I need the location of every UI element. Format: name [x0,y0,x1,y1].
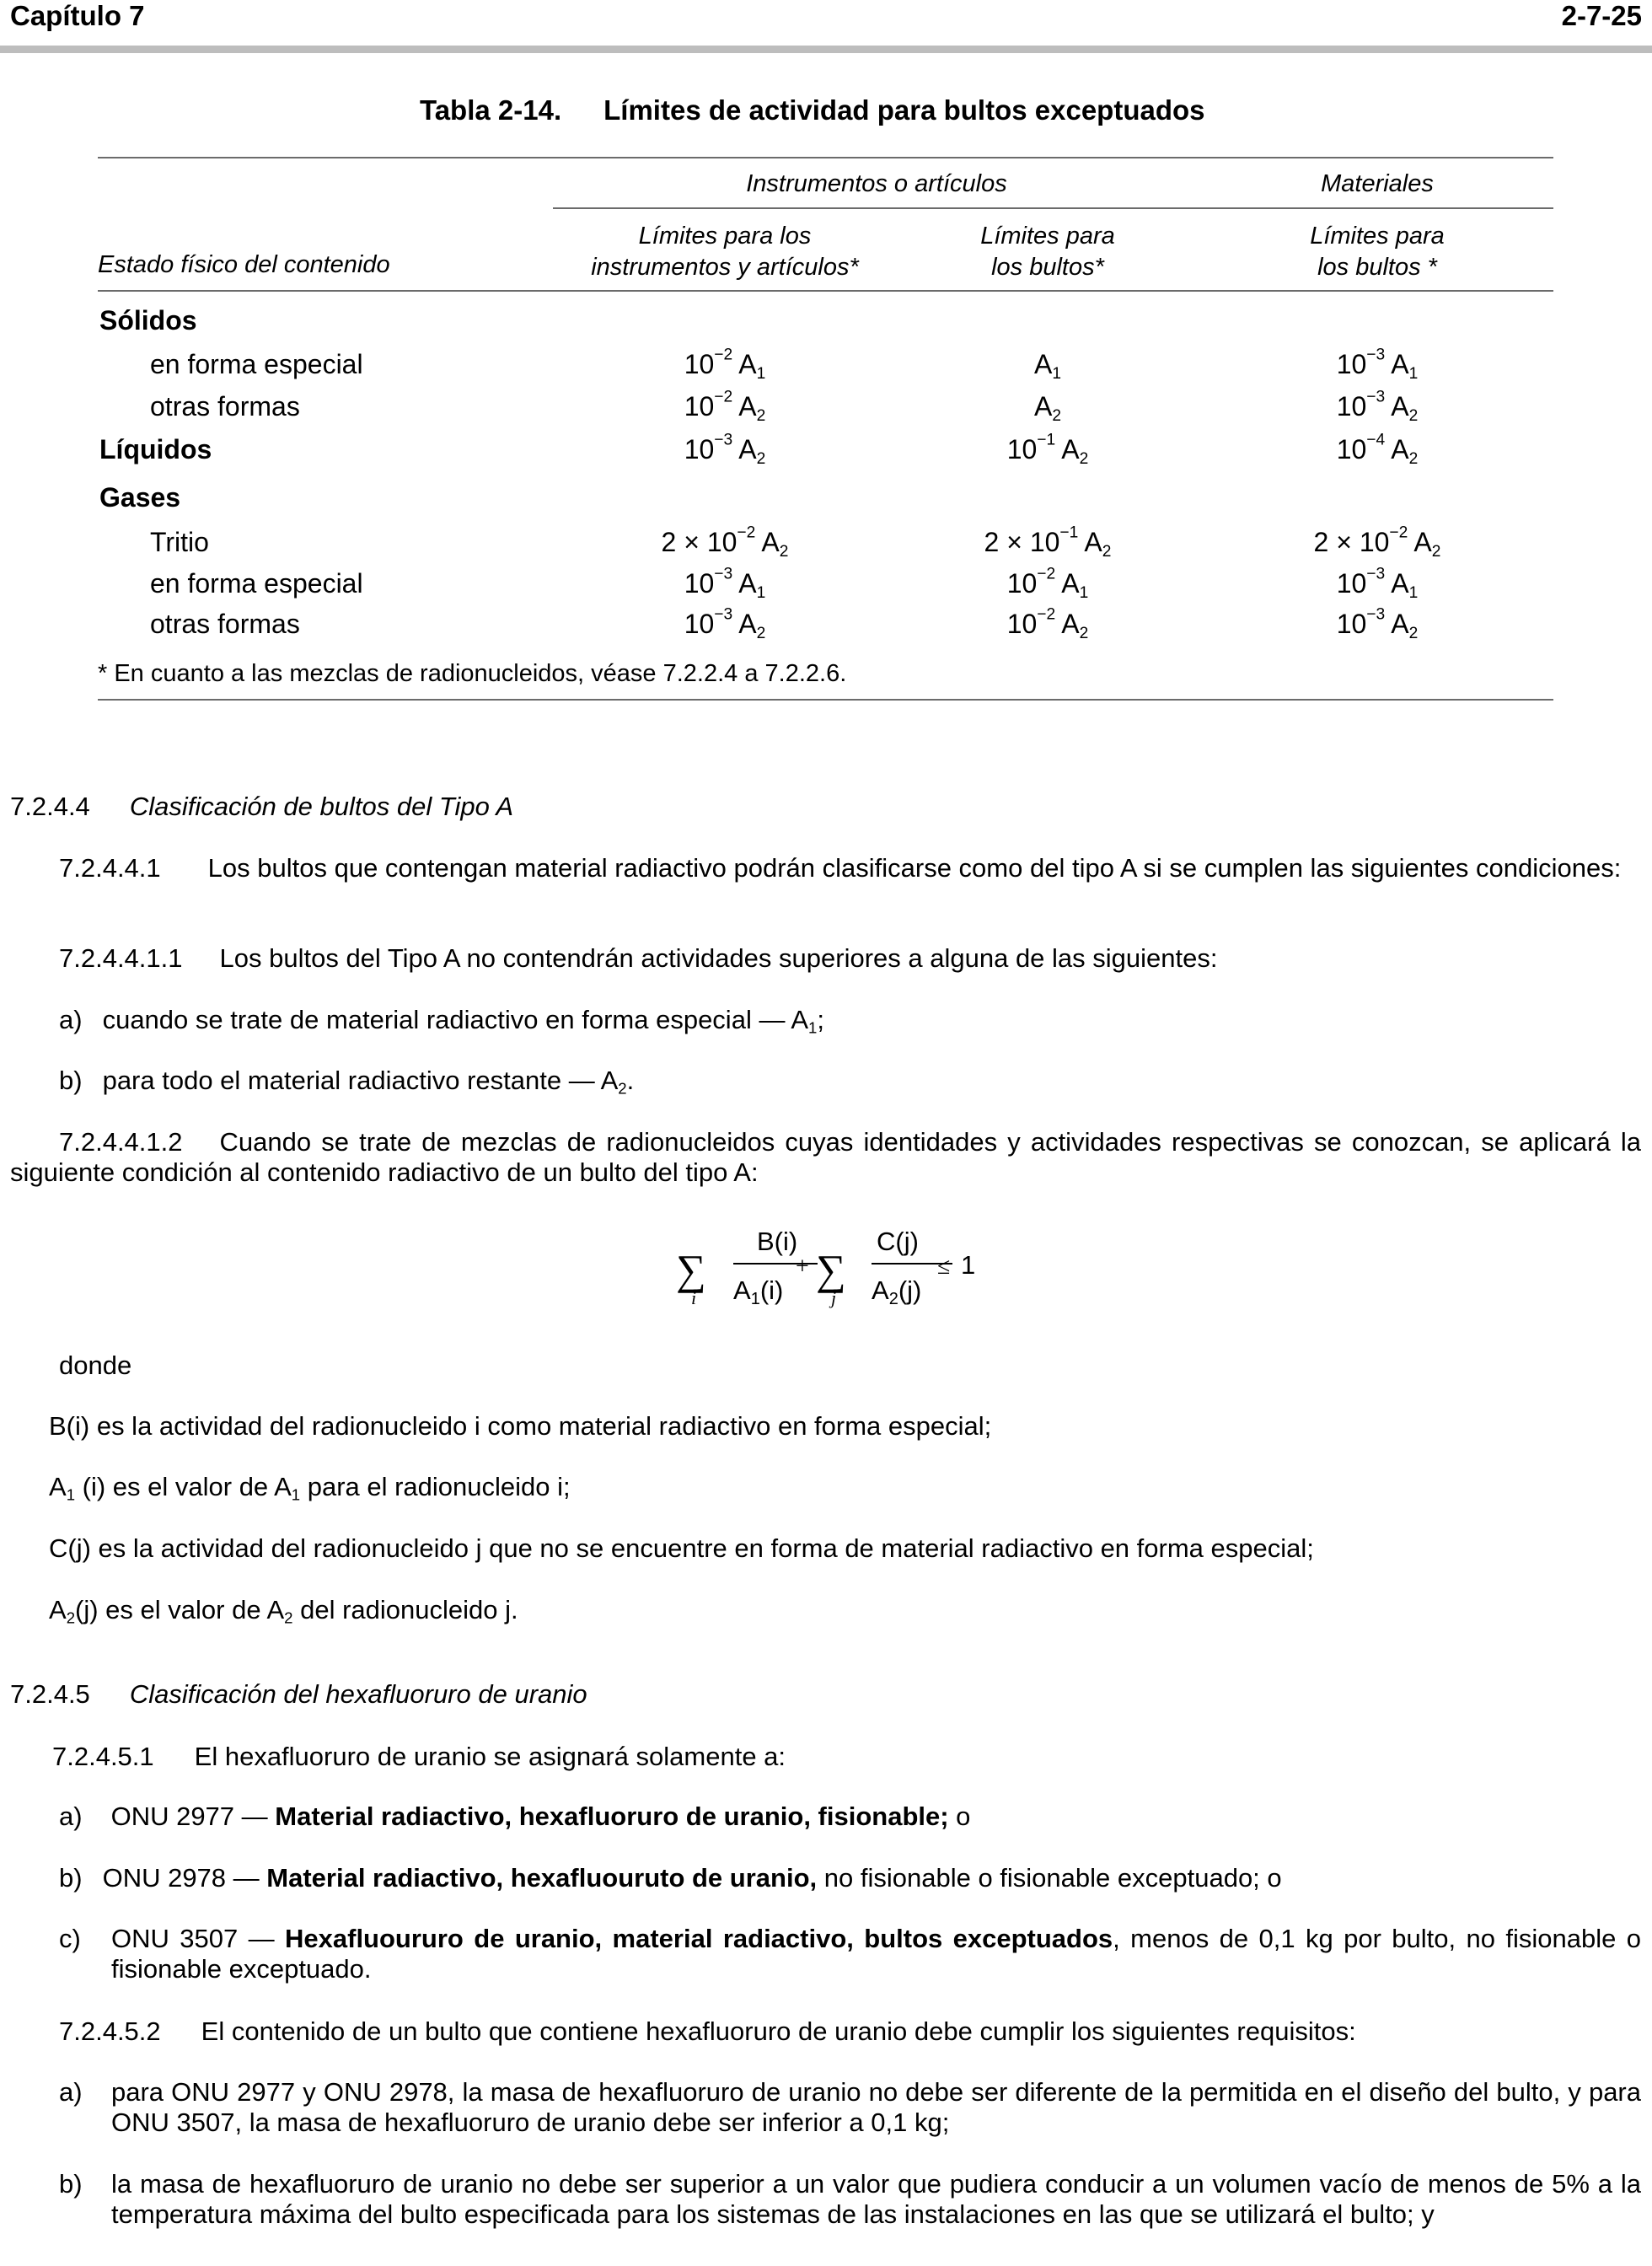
section-title: Clasificación de bultos del Tipo A [129,792,514,821]
paragraph-text: El contenido de un bulto que contiene hexafluoruro de uranio debe cumplir los siguientes requisitos: [201,2016,1356,2046]
def-a2-text2: del radionucleido j. [292,1595,518,1624]
page-number: 2-7-25 [1561,0,1642,31]
sum-sign: ∑ [816,1246,846,1293]
index-i: i [691,1287,697,1308]
col-header-bultos-line2: los bultos* [991,254,1104,281]
col-header-materiales-line1: Límites para [1310,223,1445,250]
chapter-label: Capítulo 7 [10,0,145,31]
def-a2-text1: (j) es el valor de A [75,1595,285,1624]
paragraph-number: 7.2.4.5.1 [52,1742,154,1771]
paragraph-72451 [52,1742,786,1772]
rhs-one: 1 [961,1250,976,1280]
col-header-materiales-line2: los bultos * [1317,254,1437,281]
col-header-materiales [1209,221,1546,283]
definition-c: C(j) es la actividad del radionucleido j que no se encuentre en forma de material radiactivo en forma especial; [49,1533,1314,1563]
row-gases: Gases [99,482,181,513]
table-header-rule [98,290,1553,292]
cell-value: $10^{-2}$ $A_2$ [684,388,766,425]
cell-value: $10^{-3}$ $A_1$ [1336,346,1419,383]
cell-value: $10^{-3}$ $A_2$ [1336,388,1419,425]
list-text: para ONU 2977 y ONU 2978, la masa de hexafluoruro de uranio no debe ser diferente de la permitida en el diseño del bulto, y para ONU 3507, la masa de hexafluoruro de uranio debe ser inferior a 0,1 kg; [111,2077,1641,2137]
paragraph-724412 [10,1127,1641,1188]
section-heading-7244 [10,792,513,822]
row-gases-forma-especial: en forma especial [150,568,363,599]
den1-letter: A [733,1275,751,1305]
col-header-instrumentos-line1: Límites para los [638,223,812,250]
denominator-a1: A1(i) [733,1275,784,1308]
list-label: a) [59,1802,83,1831]
section-title: Clasificación del hexafluoruro de uranio [129,1679,587,1709]
paragraph-number: 7.2.4.4.1 [59,853,161,883]
cell-value: $2 \times 10^{-2}$ $A_2$ [661,524,789,561]
list-label: c) [59,1924,81,1953]
denominator-a2: A2(j) [872,1275,922,1308]
proper-shipping-name: Material radiactivo, hexafluoruro de uranio, fisionable; [275,1802,949,1831]
paragraph-text: Los bultos que contengan material radiactivo podrán clasificarse como del tipo A si se cumplen las siguientes condiciones: [207,853,1622,883]
table-number: Tabla 2-14. [420,94,562,126]
cell-value: $10^{-3}$ $A_2$ [684,431,766,468]
cell-value: $A_2$ [1033,391,1061,425]
list-item-b-restante: b) para todo el material radiactivo restante — $A_2$. [59,1066,635,1098]
list-text: o [948,1802,971,1831]
list-label: a) [59,1005,83,1034]
def-a1-text1: (i) es el valor de A [75,1472,292,1501]
col-header-bultos-line1: Límites para [980,223,1115,250]
row-solidos: Sólidos [99,305,197,336]
paragraph-72452 [59,2016,1356,2047]
row-solidos-otras-formas: otras formas [150,391,300,422]
col-header-bultos [879,221,1216,283]
list-label: b) [59,2169,83,2199]
cell-value: $10^{-2}$ $A_1$ [684,346,766,383]
plus-sign: + [796,1254,809,1280]
table-title [420,94,1205,126]
list-item-a-onu2977 [59,1802,970,1832]
paragraph-number: 7.2.4.4.1.2 [59,1127,183,1157]
def-a1-text2: para el radionucleido i; [300,1472,571,1501]
list-item-a-masa [59,2077,1641,2138]
cell-value: $10^{-4}$ $A_2$ [1336,431,1419,468]
list-label: a) [59,2077,83,2107]
paragraph-text: El hexafluoruro de uranio se asignará solamente a: [194,1742,786,1771]
cell-value: $10^{-2}$ $A_1$ [1006,565,1089,602]
table-top-rule [98,157,1553,158]
cell-value: $10^{-3}$ $A_2$ [684,605,766,642]
paragraph-number: 7.2.4.5.2 [59,2016,161,2046]
donde-label: donde [59,1350,132,1380]
section-number: 7.2.4.5 [10,1679,90,1709]
list-item-a-forma-especial: a) cuando se trate de material radiactivo en forma especial — $A_1$; [59,1005,824,1037]
definition-a1: $A_1$ (i) es el valor de $A_1$ para el radionucleido i; [49,1472,571,1504]
table-title-text: Límites de actividad para bultos exceptuados [603,94,1205,126]
col-header-estado: Estado físico del contenido [98,251,390,278]
un-number: ONU 3507 — [111,1924,275,1953]
cell-value: $10^{-3}$ $A_1$ [1336,565,1419,602]
cell-value: $10^{-3}$ $A_1$ [684,565,766,602]
list-text: no fisionable o fisionable exceptuado; o [817,1863,1282,1893]
cell-value: $10^{-3}$ $A_2$ [1336,605,1419,642]
list-item-c-onu3507 [59,1924,1641,1984]
cell-value: $A_1$ [1033,349,1061,383]
un-number: ONU 2978 — [102,1863,260,1893]
list-item-b-onu2978 [59,1863,1282,1893]
paragraph-724411 [59,943,1217,974]
group-header-instrumentos: Instrumentos o artículos [746,170,1007,197]
table-footnote: * En cuanto a las mezclas de radionucleidos, véase 7.2.2.4 a 7.2.2.6. [98,660,847,687]
col-header-instrumentos [556,221,893,283]
numerator-c: C(j) [877,1227,919,1256]
cell-value: $2 \times 10^{-1}$ $A_2$ [984,524,1112,561]
col-header-instrumentos-line2: instrumentos y artículos* [591,254,859,281]
group-header-materiales: Materiales [1321,170,1434,197]
index-j: j [831,1287,837,1308]
section-number: 7.2.4.4 [10,792,90,821]
table-bottom-rule [98,699,1553,701]
less-equal-sign: ≤ [937,1254,951,1280]
definition-a2: $A_2(j)$ es el valor de $A_2$ del radionucleido j. [49,1595,518,1627]
un-number: ONU 2977 — [110,1802,268,1831]
list-text: , menos de 0,1 kg por bulto, no fisionable o fisionable exceptuado. [111,1924,1641,1984]
cell-value: $10^{-2}$ $A_2$ [1006,605,1089,642]
paragraph-72441 [10,853,1641,883]
paragraph-text: Cuando se trate de mezclas de radionucleidos cuyas identidades y actividades respectivas se conozcan, se aplicará la siguiente condición al contenido radiactivo de un bulto del tipo A: [10,1127,1641,1187]
sum-sign: ∑ [676,1246,706,1293]
paragraph-text: Los bultos del Tipo A no contendrán actividades superiores a alguna de las siguientes: [219,943,1218,973]
row-gases-tritio: Tritio [150,527,209,557]
table-group-rule [553,207,1553,209]
header-rule [0,46,1652,53]
proper-shipping-name: Hexafluoururo de uranio, material radiactivo, bultos exceptuados [285,1924,1113,1953]
row-liquidos: Líquidos [99,434,212,464]
numerator-b: B(i) [757,1227,798,1256]
list-text: la masa de hexafluoruro de uranio no debe ser superior a un valor que pudiera conducir a un volumen vacío de menos de 5% a la temperatura máxima del bulto especificada para los sistemas de las instalaciones en las que se utilizará el bulto; y [111,2169,1641,2229]
list-label: b) [59,1863,83,1893]
row-gases-otras-formas: otras formas [150,609,300,639]
cell-value: $2 \times 10^{-2}$ $A_2$ [1313,524,1441,561]
den2-letter: A [872,1275,889,1305]
definition-b: B(i) es la actividad del radionucleido i como material radiactivo en forma especial; [49,1411,992,1441]
list-item-b-volumen [59,2169,1641,2230]
list-label: b) [59,1066,83,1095]
row-solidos-forma-especial: en forma especial [150,349,363,379]
cell-value: $10^{-1}$ $A_2$ [1006,431,1089,468]
paragraph-number: 7.2.4.4.1.1 [59,943,183,973]
summation-formula [666,1227,986,1321]
proper-shipping-name: Material radiactivo, hexafluouruto de uranio, [266,1863,818,1893]
section-heading-7245 [10,1679,587,1710]
list-text: para todo el material radiactivo restante — A [102,1066,619,1095]
list-text: cuando se trate de material radiactivo en forma especial — A [102,1005,809,1034]
